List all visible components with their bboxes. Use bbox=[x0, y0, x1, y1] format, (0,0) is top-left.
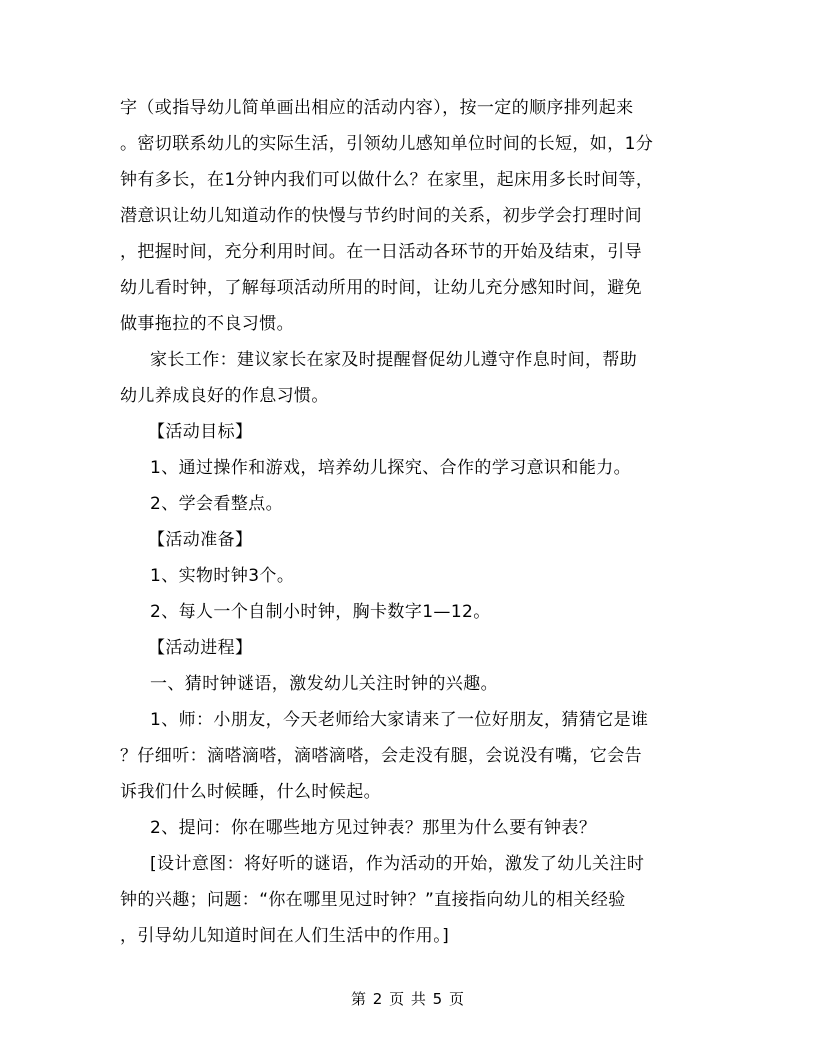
section-heading: 【活动目标】 bbox=[148, 422, 253, 442]
text-line: ，引导幼儿知道时间在人们生活中的作用。] bbox=[120, 926, 450, 946]
text-line: 字（或指导幼儿简单画出相应的活动内容），按一定的顺序排列起来 bbox=[120, 98, 634, 118]
paragraph-first-line: 2、提问：你在哪些地方见过钟表？那里为什么要有钟表？ bbox=[150, 818, 597, 838]
list-item: 2、每人一个自制小时钟，胸卡数字1—12。 bbox=[150, 602, 491, 622]
paragraph-first-line: 1、师：小朋友，今天老师给大家请来了一位好朋友，猜猜它是谁 bbox=[150, 710, 649, 730]
list-item: 2、学会看整点。 bbox=[150, 494, 284, 514]
text-line: 做事拖拉的不良习惯。 bbox=[120, 314, 294, 334]
text-line: 钟的兴趣；问题：“你在哪里见过时钟？”直接指向幼儿的相关经验 bbox=[120, 890, 626, 910]
paragraph-first-line: 家长工作：建议家长在家及时提醒督促幼儿遵守作息时间，帮助 bbox=[150, 350, 638, 370]
text-line: 钟有多长，在1分钟内我们可以做什么？在家里，起床用多长时间等， bbox=[120, 170, 654, 190]
text-line: ，把握时间，充分利用时间。在一日活动各环节的开始及结束，引导 bbox=[120, 242, 642, 262]
page-number-footer: 第 2 页 共 5 页 bbox=[351, 990, 465, 1008]
text-line: 幼儿看时钟，了解每项活动所用的时间，让幼儿充分感知时间，避免 bbox=[120, 278, 642, 298]
text-line: 潜意识让幼儿知道动作的快慢与节约时间的关系，初步学会打理时间 bbox=[120, 206, 642, 226]
text-line: 诉我们什么时候睡，什么时候起。 bbox=[120, 782, 381, 802]
list-item: 1、实物时钟3个。 bbox=[150, 566, 295, 586]
text-line: ？仔细听：滴嗒滴嗒，滴嗒滴嗒，会走没有腿，会说没有嘴，它会告 bbox=[120, 746, 642, 766]
section-heading: 【活动进程】 bbox=[148, 638, 253, 658]
section-heading: 【活动准备】 bbox=[148, 530, 253, 550]
text-line: 幼儿养成良好的作息习惯。 bbox=[120, 386, 329, 406]
list-item: 1、通过操作和游戏，培养幼儿探究、合作的学习意识和能力。 bbox=[150, 458, 632, 478]
paragraph-first-line: 一、猜时钟谜语，激发幼儿关注时钟的兴趣。 bbox=[150, 674, 498, 694]
paragraph-first-line: [设计意图：将好听的谜语，作为活动的开始，激发了幼儿关注时 bbox=[150, 854, 645, 874]
text-line: 。密切联系幼儿的实际生活，引领幼儿感知单位时间的长短，如，1分 bbox=[120, 134, 654, 154]
